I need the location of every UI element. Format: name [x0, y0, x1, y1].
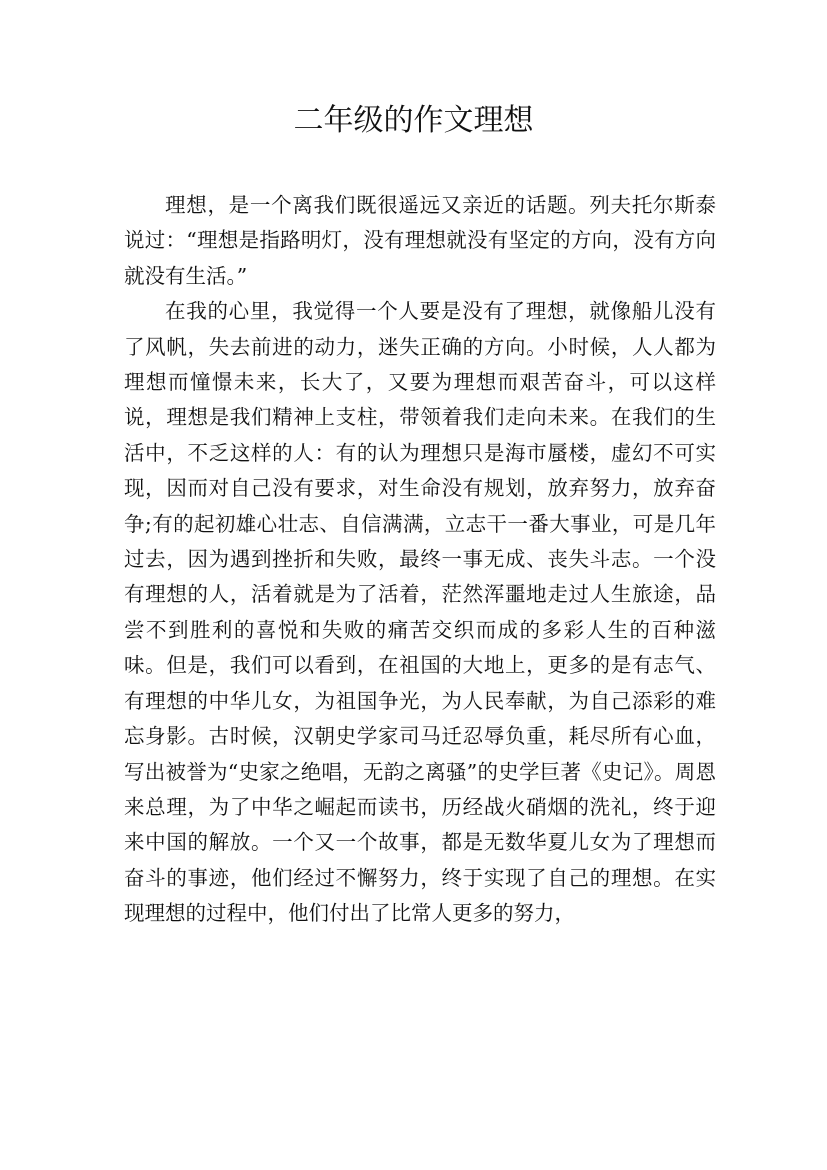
document-title: 二年级的作文理想 [293, 103, 534, 138]
document-body [124, 188, 716, 932]
paragraph-1: 理想，是一个离我们既很遥远又亲近的话题。列夫托尔斯泰说过：“理想是指路明灯，没有理想就没有坚定的方向，没有方向就没有生活。” [124, 193, 716, 288]
paragraph-2: 在我的心里，我觉得一个人要是没有了理想，就像船儿没有了风帆，失去前进的动力，迷失正确的方向。小时候，人人都为理想而憧憬未来，长大了，又要为理想而艰苦奋斗，可以这样说，理想是我们精神上支柱，带领着我们走向未来。在我们的生活中，不乏这样的人：有的认为理想只是海市蜃楼，虚幻不可实现，因而对自己没有要求，对生命没有规划，放弃努力，放弃奋争;有的起初雄心壮志、自信满满，立志干一番大事业，可是几年过去，因为遇到挫折和失败，最终一事无成、丧失斗志。一个没有理想的人，活着就是为了活着，茫然浑噩地走过人生旅途，品尝不到胜利的喜悦和失败的痛苦交织而成的多彩人生的百种滋味。但是，我们可以看到，在祖国的大地上，更多的是有志气、有理想的中华儿女，为祖国争光，为人民奉献，为自己添彩的难忘身影。古时候，汉朝史学家司马迁忍辱负重，耗尽所有心血，写出被誉为“史家之绝唱，无韵之离骚”的史学巨著《史记》。周恩来总理，为了中华之崛起而读书，历经战火硝烟的洗礼，终于迎来中国的解放。一个又一个故事，都是无数华夏儿女为了理想而奋斗的事迹，他们经过不懈努力，终于实现了自己的理想。在实现理想的过程中，他们付出了比常人更多的努力， [124, 299, 716, 926]
